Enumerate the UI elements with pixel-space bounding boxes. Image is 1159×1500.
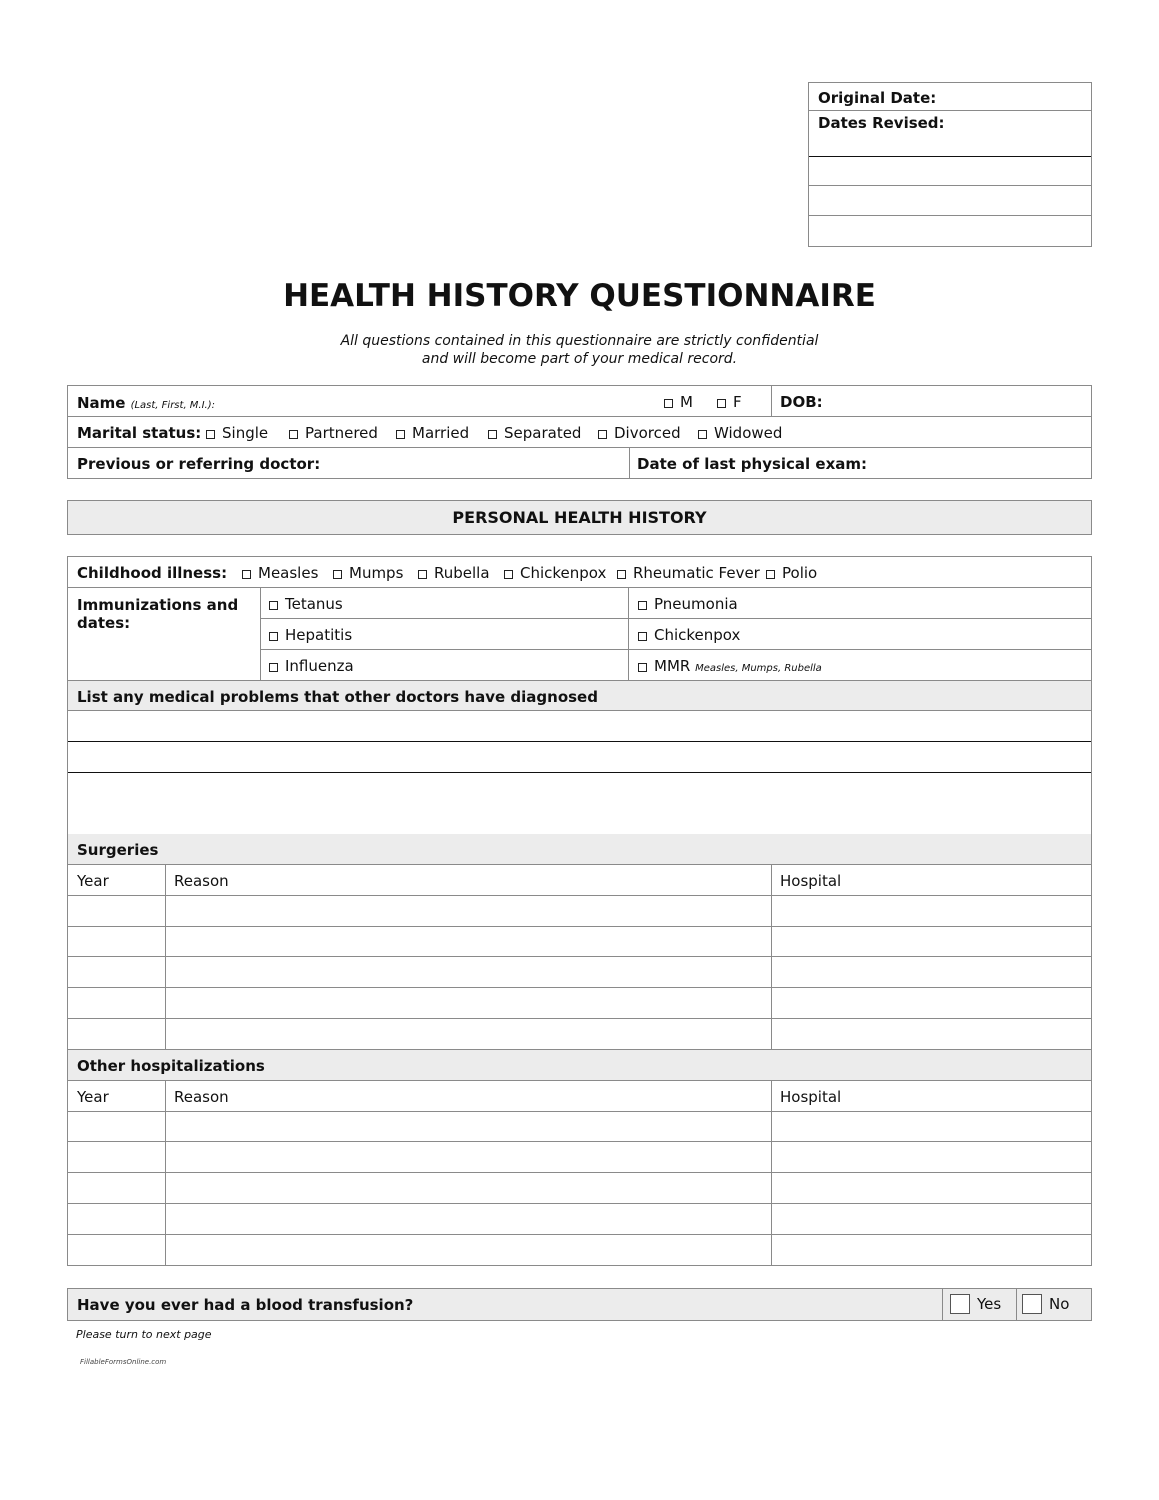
- table-row[interactable]: [68, 1235, 1091, 1265]
- section-title: PERSONAL HEALTH HISTORY: [452, 508, 707, 527]
- surgeries-table: [68, 865, 1091, 1050]
- name-label: Name: [77, 394, 126, 412]
- surgeries-col-hospital: Hospital: [780, 872, 842, 890]
- marital-separated-checkbox[interactable]: Separated: [488, 424, 581, 442]
- checkbox-icon: [598, 430, 607, 439]
- checkbox-icon: [269, 601, 278, 610]
- tetanus-checkbox[interactable]: Tetanus: [269, 595, 343, 613]
- marital-married-checkbox[interactable]: Married: [396, 424, 469, 442]
- surgeries-col-reason: Reason: [174, 872, 229, 890]
- dates-revised-label: Dates Revised:: [818, 114, 945, 132]
- checkbox-icon: [638, 632, 647, 641]
- checkbox-icon: [269, 663, 278, 672]
- patient-info-table: [67, 385, 1092, 479]
- checkbox-icon: [664, 399, 673, 408]
- name-field[interactable]: [248, 388, 648, 414]
- dob-label: DOB:: [780, 393, 823, 411]
- revision-date-field[interactable]: [809, 216, 1091, 247]
- checkbox-icon: [396, 430, 405, 439]
- section-header: [67, 500, 1092, 535]
- marital-widowed-checkbox[interactable]: Widowed: [698, 424, 782, 442]
- surgeries-col-year: Year: [77, 872, 109, 890]
- checkbox-icon: [488, 430, 497, 439]
- marital-single-checkbox[interactable]: Single: [206, 424, 268, 442]
- checkbox-icon: [289, 430, 298, 439]
- childhood-illness-label: Childhood illness:: [77, 564, 228, 582]
- checkbox-icon: [269, 632, 278, 641]
- table-row[interactable]: [68, 1204, 1091, 1235]
- original-date-label: Original Date:: [818, 89, 937, 107]
- checkbox-icon: [950, 1294, 970, 1314]
- hospitalizations-label: Other hospitalizations: [77, 1057, 265, 1075]
- table-row[interactable]: [68, 927, 1091, 957]
- surgeries-label: Surgeries: [77, 841, 159, 859]
- medical-problems-line[interactable]: [68, 742, 1091, 773]
- rheumatic-fever-checkbox[interactable]: Rheumatic Fever: [617, 564, 760, 582]
- checkbox-icon: [242, 570, 251, 579]
- transfusion-question: Have you ever had a blood transfusion?: [77, 1296, 414, 1314]
- measles-checkbox[interactable]: Measles: [242, 564, 318, 582]
- name-hint: (Last, First, M.I.):: [130, 400, 216, 411]
- revision-date-field[interactable]: [809, 157, 1091, 186]
- checkbox-icon: [638, 601, 647, 610]
- medical-problems-line[interactable]: [68, 711, 1091, 742]
- table-row[interactable]: [68, 1112, 1091, 1142]
- doctor-label: Previous or referring doctor:: [77, 455, 321, 473]
- table-row[interactable]: [68, 1173, 1091, 1204]
- rubella-checkbox[interactable]: Rubella: [418, 564, 490, 582]
- personal-health-table: [67, 556, 1092, 1266]
- subtitle-line-2: and will become part of your medical record.: [421, 351, 738, 367]
- transfusion-yes-checkbox[interactable]: Yes: [950, 1294, 1001, 1314]
- checkbox-icon: [418, 570, 427, 579]
- mmr-note: Measles, Mumps, Rubella: [695, 663, 822, 674]
- mumps-checkbox[interactable]: Mumps: [333, 564, 403, 582]
- table-row[interactable]: [68, 988, 1091, 1019]
- revision-date-field[interactable]: [809, 186, 1091, 216]
- hospitalizations-col-hospital: Hospital: [780, 1088, 842, 1106]
- medical-problems-label: List any medical problems that other doctors have diagnosed: [77, 688, 598, 706]
- dob-field[interactable]: [828, 388, 1083, 414]
- last-exam-label: Date of last physical exam:: [637, 455, 868, 473]
- sex-m-checkbox[interactable]: [664, 393, 693, 411]
- marital-partnered-checkbox[interactable]: Partnered: [289, 424, 378, 442]
- chickenpox-vaccine-checkbox[interactable]: Chickenpox: [638, 626, 740, 644]
- page-title: HEALTH HISTORY QUESTIONNAIRE: [283, 278, 876, 314]
- hepatitis-checkbox[interactable]: Hepatitis: [269, 626, 352, 644]
- influenza-checkbox[interactable]: Influenza: [269, 657, 354, 675]
- mmr-checkbox[interactable]: MMR Measles, Mumps, Rubella: [638, 657, 822, 675]
- sex-f-checkbox[interactable]: [717, 393, 742, 411]
- revision-box: [808, 82, 1092, 247]
- medical-problems-line[interactable]: [68, 773, 1091, 804]
- sex-f-label: F: [733, 393, 742, 411]
- table-row[interactable]: [68, 957, 1091, 988]
- checkbox-icon: [504, 570, 513, 579]
- marital-status-label: Marital status:: [77, 424, 202, 442]
- doctor-field[interactable]: [298, 450, 623, 476]
- chickenpox-checkbox[interactable]: Chickenpox: [504, 564, 606, 582]
- checkbox-icon: [698, 430, 707, 439]
- table-row[interactable]: [68, 896, 1091, 927]
- checkbox-icon: [206, 430, 215, 439]
- polio-checkbox[interactable]: Polio: [766, 564, 817, 582]
- subtitle-line-1: All questions contained in this questionnaire are strictly confidential: [340, 333, 819, 349]
- pneumonia-checkbox[interactable]: Pneumonia: [638, 595, 738, 613]
- table-row[interactable]: [68, 1019, 1091, 1050]
- checkbox-icon: [617, 570, 626, 579]
- turn-page-note: Please turn to next page: [76, 1328, 212, 1341]
- marital-divorced-checkbox[interactable]: Divorced: [598, 424, 681, 442]
- checkbox-icon: [1022, 1294, 1042, 1314]
- table-row[interactable]: [68, 1142, 1091, 1173]
- checkbox-icon: [638, 663, 647, 672]
- checkbox-icon: [333, 570, 342, 579]
- immunizations-label: Immunizations and: [77, 596, 239, 614]
- transfusion-no-checkbox[interactable]: No: [1022, 1294, 1069, 1314]
- hospitalizations-col-reason: Reason: [174, 1088, 229, 1106]
- last-exam-field[interactable]: [853, 450, 1083, 476]
- immunizations-label-dates: dates:: [77, 614, 131, 632]
- checkbox-icon: [766, 570, 775, 579]
- hospitalizations-col-year: Year: [77, 1088, 109, 1106]
- sex-m-label: M: [680, 393, 693, 411]
- hospitalizations-table: [68, 1081, 1091, 1265]
- checkbox-icon: [717, 399, 726, 408]
- source-watermark: FillableFormsOnline.com: [80, 1358, 167, 1366]
- transfusion-row: [67, 1288, 1092, 1321]
